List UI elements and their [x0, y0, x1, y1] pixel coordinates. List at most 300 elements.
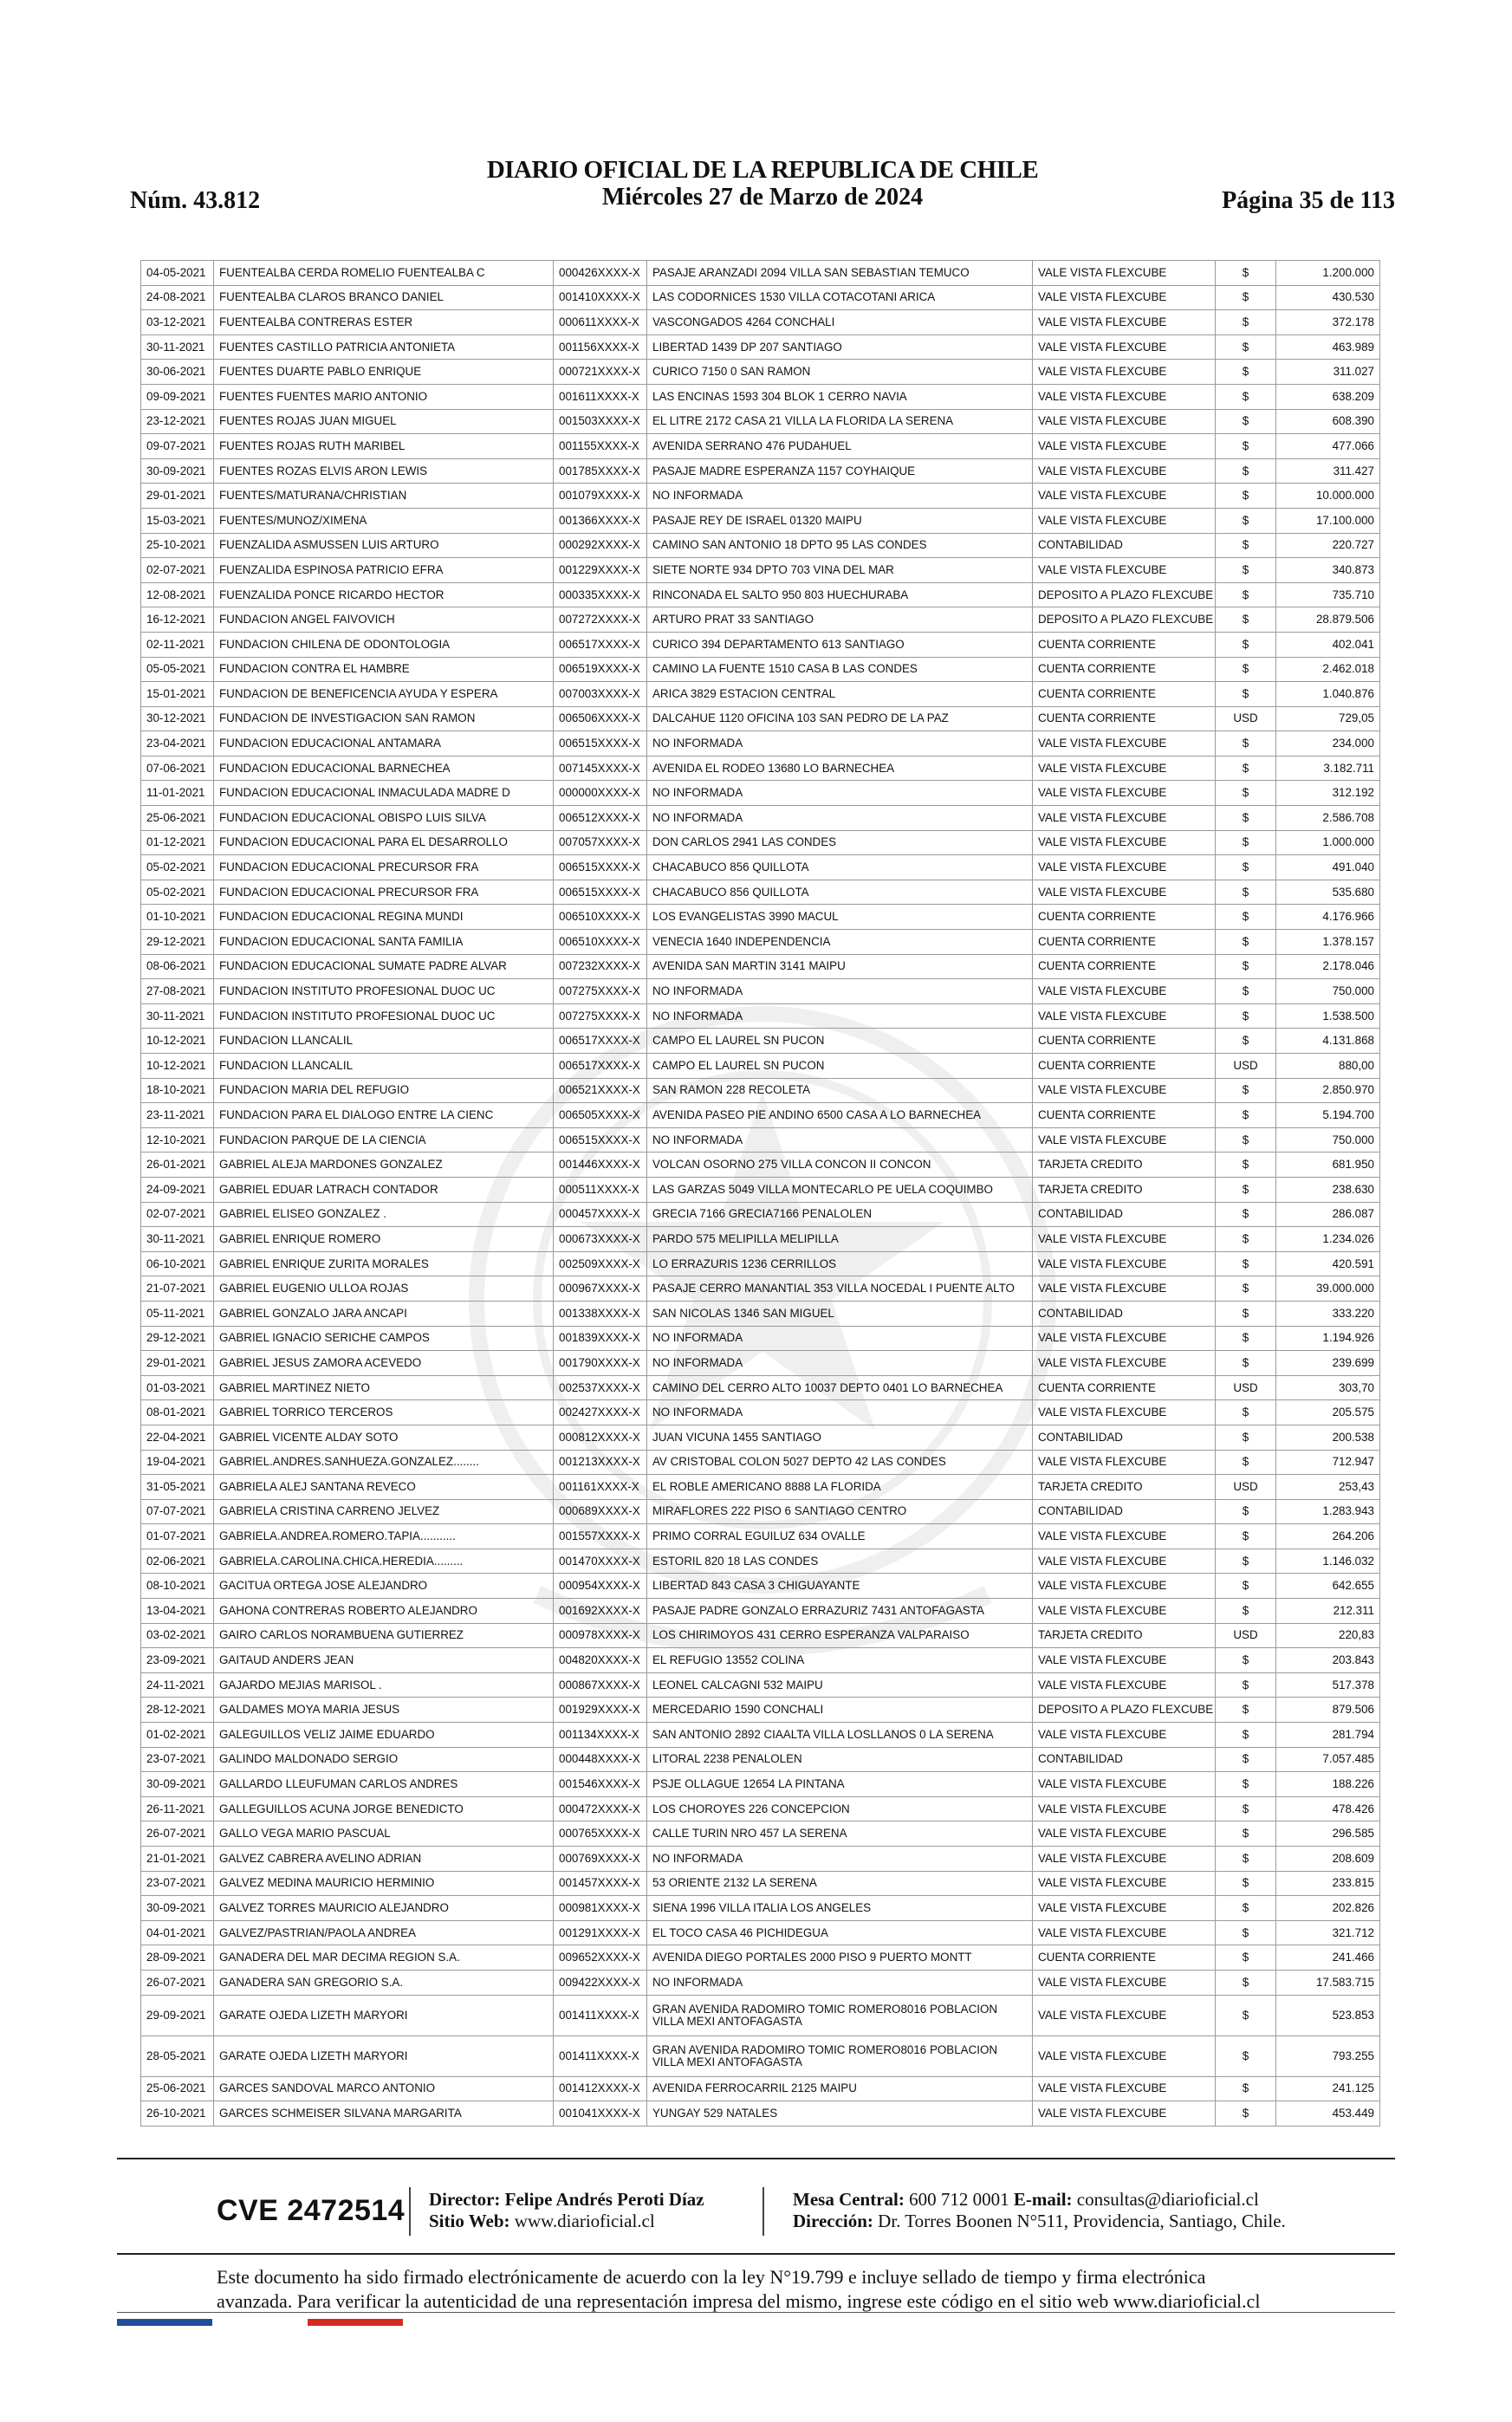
cell-amt: 1.146.032	[1276, 1549, 1380, 1574]
footer-mid-rule	[117, 2253, 1395, 2255]
cell-addr: LAS CODORNICES 1530 VILLA COTACOTANI ARICA	[647, 285, 1033, 310]
cell-amt: 879.506	[1276, 1698, 1380, 1723]
table-row	[141, 409, 1380, 434]
cell-name: FUNDACION LLANCALIL	[214, 1054, 554, 1079]
table-row	[141, 1599, 1380, 1624]
cell-product: VALE VISTA FLEXCUBE	[1033, 2101, 1216, 2127]
cell-name: FUNDACION EDUCACIONAL SANTA FAMILIA	[214, 930, 554, 955]
cell-rut: 000689XXXX-X	[554, 1499, 647, 1524]
table-row	[141, 1351, 1380, 1376]
cell-rut: 000426XXXX-X	[554, 261, 647, 286]
cell-name: GALINDO MALDONADO SERGIO	[214, 1747, 554, 1772]
cell-cur: $	[1216, 1821, 1276, 1847]
cell-name: FUENTES ROJAS JUAN MIGUEL	[214, 409, 554, 434]
cell-rut: 001411XXXX-X	[554, 1995, 647, 2036]
cell-addr: LIBERTAD 843 CASA 3 CHIGUAYANTE	[647, 1574, 1033, 1599]
cell-product: CONTABILIDAD	[1033, 1202, 1216, 1227]
cell-date: 01-10-2021	[141, 905, 214, 930]
cell-rut: 007003XXXX-X	[554, 682, 647, 707]
records-table	[140, 260, 1380, 2127]
cell-amt: 880,00	[1276, 1054, 1380, 1079]
cell-product: DEPOSITO A PLAZO FLEXCUBE	[1033, 1698, 1216, 1723]
cell-addr: NO INFORMADA	[647, 731, 1033, 756]
table-row	[141, 533, 1380, 558]
cell-name: GANADERA DEL MAR DECIMA REGION S.A.	[214, 1945, 554, 1971]
cell-name: FUNDACION INSTITUTO PROFESIONAL DUOC UC	[214, 979, 554, 1004]
cell-name: FUNDACION CHILENA DE ODONTOLOGIA	[214, 632, 554, 657]
cell-cur: $	[1216, 484, 1276, 509]
cell-cur: $	[1216, 657, 1276, 682]
cell-product: VALE VISTA FLEXCUBE	[1033, 2036, 1216, 2076]
cell-amt: 430.530	[1276, 285, 1380, 310]
legal-notice	[217, 2265, 1343, 2314]
cell-rut: 007272XXXX-X	[554, 607, 647, 633]
cell-addr: MIRAFLORES 222 PISO 6 SANTIAGO CENTRO	[647, 1499, 1033, 1524]
cell-date: 18-10-2021	[141, 1078, 214, 1103]
cell-addr: NO INFORMADA	[647, 484, 1033, 509]
table-row	[141, 632, 1380, 657]
cell-cur: $	[1216, 261, 1276, 286]
cell-rut: 001366XXXX-X	[554, 508, 647, 533]
cell-name: FUENTES/MUNOZ/XIMENA	[214, 508, 554, 533]
cell-amt: 1.000.000	[1276, 830, 1380, 855]
cell-addr: SAN RAMON 228 RECOLETA	[647, 1078, 1033, 1103]
cell-amt: 1.194.926	[1276, 1326, 1380, 1351]
cell-rut: 007275XXXX-X	[554, 1003, 647, 1029]
cell-addr: CHACABUCO 856 QUILLOTA	[647, 880, 1033, 905]
cell-addr: DALCAHUE 1120 OFICINA 103 SAN PEDRO DE LA PAZ	[647, 706, 1033, 731]
cell-rut: 001503XXXX-X	[554, 409, 647, 434]
table-row	[141, 954, 1380, 979]
cell-date: 26-11-2021	[141, 1796, 214, 1821]
cell-addr: AVENIDA EL RODEO 13680 LO BARNECHEA	[647, 756, 1033, 781]
table-row	[141, 261, 1380, 286]
cell-rut: 006517XXXX-X	[554, 1029, 647, 1054]
cell-amt: 253,43	[1276, 1475, 1380, 1500]
cell-date: 11-01-2021	[141, 781, 214, 806]
cell-cur: $	[1216, 458, 1276, 484]
cell-amt: 1.200.000	[1276, 261, 1380, 286]
cell-cur: USD	[1216, 1475, 1276, 1500]
cell-rut: 001041XXXX-X	[554, 2101, 647, 2127]
cell-product: VALE VISTA FLEXCUBE	[1033, 285, 1216, 310]
cell-date: 23-12-2021	[141, 409, 214, 434]
table-row	[141, 1078, 1380, 1103]
cell-addr: GRAN AVENIDA RADOMIRO TOMIC ROMERO8016 POBLACION VILLA MEXI ANTOFAGASTA	[647, 2036, 1033, 2076]
table-row	[141, 1574, 1380, 1599]
flag-red-segment	[308, 2319, 403, 2326]
address-label: Dirección:	[793, 2211, 873, 2231]
table-row	[141, 1847, 1380, 1872]
cell-amt: 241.125	[1276, 2076, 1380, 2101]
cell-rut: 006512XXXX-X	[554, 806, 647, 831]
cell-amt: 402.041	[1276, 632, 1380, 657]
table-row	[141, 508, 1380, 533]
table-row	[141, 657, 1380, 682]
cell-cur: $	[1216, 1970, 1276, 1995]
cell-addr: PSJE OLLAGUE 12654 LA PINTANA	[647, 1772, 1033, 1797]
cell-cur: $	[1216, 1698, 1276, 1723]
cell-addr: EL ROBLE AMERICANO 8888 LA FLORIDA	[647, 1475, 1033, 1500]
cell-product: VALE VISTA FLEXCUBE	[1033, 1995, 1216, 2036]
cell-date: 12-08-2021	[141, 582, 214, 607]
table-row	[141, 1723, 1380, 1748]
cell-date: 28-09-2021	[141, 1945, 214, 1971]
cell-name: FUNDACION PARA EL DIALOGO ENTRE LA CIENC	[214, 1103, 554, 1128]
cell-date: 08-01-2021	[141, 1400, 214, 1425]
cell-name: GAIRO CARLOS NORAMBUENA GUTIERREZ	[214, 1623, 554, 1648]
cell-product: VALE VISTA FLEXCUBE	[1033, 979, 1216, 1004]
cell-addr: SAN ANTONIO 2892 CIAALTA VILLA LOSLLANOS 0 LA SERENA	[647, 1723, 1033, 1748]
cell-product: CUENTA CORRIENTE	[1033, 1375, 1216, 1400]
cell-name: GARATE OJEDA LIZETH MARYORI	[214, 1995, 554, 2036]
table-row	[141, 1896, 1380, 1921]
cell-date: 07-07-2021	[141, 1499, 214, 1524]
cell-amt: 311.027	[1276, 360, 1380, 385]
cell-product: CONTABILIDAD	[1033, 1425, 1216, 1450]
cell-cur: $	[1216, 508, 1276, 533]
cell-name: FUENZALIDA PONCE RICARDO HECTOR	[214, 582, 554, 607]
cell-date: 29-12-2021	[141, 930, 214, 955]
cell-product: VALE VISTA FLEXCUBE	[1033, 1896, 1216, 1921]
cell-rut: 001839XXXX-X	[554, 1326, 647, 1351]
cell-date: 10-12-2021	[141, 1029, 214, 1054]
cell-rut: 001692XXXX-X	[554, 1599, 647, 1624]
email-link[interactable]: consultas@diarioficial.cl	[1076, 2189, 1259, 2210]
cell-name: FUNDACION EDUCACIONAL ANTAMARA	[214, 731, 554, 756]
cell-rut: 001929XXXX-X	[554, 1698, 647, 1723]
website-link[interactable]: www.diarioficial.cl	[514, 2211, 655, 2231]
cell-amt: 311.427	[1276, 458, 1380, 484]
cell-addr: CAMINO DEL CERRO ALTO 10037 DEPTO 0401 LO BARNECHEA	[647, 1375, 1033, 1400]
cell-cur: $	[1216, 1648, 1276, 1673]
cell-cur: $	[1216, 1549, 1276, 1574]
table-row	[141, 1153, 1380, 1178]
cell-rut: 001338XXXX-X	[554, 1301, 647, 1326]
cell-cur: USD	[1216, 1054, 1276, 1079]
cell-cur: $	[1216, 1003, 1276, 1029]
cell-cur: $	[1216, 607, 1276, 633]
cell-cur: $	[1216, 2076, 1276, 2101]
table-row	[141, 1400, 1380, 1425]
cell-rut: 001785XXXX-X	[554, 458, 647, 484]
cell-date: 30-11-2021	[141, 1003, 214, 1029]
cell-amt: 793.255	[1276, 2036, 1380, 2076]
footer-divider	[409, 2187, 411, 2236]
cell-product: CUENTA CORRIENTE	[1033, 657, 1216, 682]
cell-rut: 006505XXXX-X	[554, 1103, 647, 1128]
cell-addr: AVENIDA FERROCARRIL 2125 MAIPU	[647, 2076, 1033, 2101]
cell-rut: 002537XXXX-X	[554, 1375, 647, 1400]
cell-product: TARJETA CREDITO	[1033, 1623, 1216, 1648]
cell-date: 10-12-2021	[141, 1054, 214, 1079]
cell-cur: $	[1216, 1400, 1276, 1425]
cell-amt: 286.087	[1276, 1202, 1380, 1227]
cell-rut: 000457XXXX-X	[554, 1202, 647, 1227]
cell-rut: 001213XXXX-X	[554, 1450, 647, 1475]
cell-date: 26-07-2021	[141, 1821, 214, 1847]
table-row	[141, 1747, 1380, 1772]
cell-amt: 491.040	[1276, 855, 1380, 880]
cell-name: GABRIEL TORRICO TERCEROS	[214, 1400, 554, 1425]
cell-cur: $	[1216, 409, 1276, 434]
cell-cur: $	[1216, 1127, 1276, 1153]
cell-cur: $	[1216, 2101, 1276, 2127]
cell-product: VALE VISTA FLEXCUBE	[1033, 261, 1216, 286]
cell-cur: $	[1216, 384, 1276, 409]
cell-rut: 007275XXXX-X	[554, 979, 647, 1004]
cell-rut: 006517XXXX-X	[554, 1054, 647, 1079]
cell-product: VALE VISTA FLEXCUBE	[1033, 1003, 1216, 1029]
cell-name: GABRIEL GONZALO JARA ANCAPI	[214, 1301, 554, 1326]
cell-date: 02-06-2021	[141, 1549, 214, 1574]
cell-name: GABRIEL ENRIQUE ROMERO	[214, 1227, 554, 1252]
cell-amt: 750.000	[1276, 979, 1380, 1004]
table-row	[141, 1251, 1380, 1276]
cell-date: 07-06-2021	[141, 756, 214, 781]
cell-rut: 000448XXXX-X	[554, 1747, 647, 1772]
cell-cur: $	[1216, 1276, 1276, 1302]
cell-addr: VENECIA 1640 INDEPENDENCIA	[647, 930, 1033, 955]
cell-rut: 001457XXXX-X	[554, 1871, 647, 1896]
cell-date: 23-07-2021	[141, 1747, 214, 1772]
cell-amt: 4.131.868	[1276, 1029, 1380, 1054]
table-row	[141, 830, 1380, 855]
cell-product: VALE VISTA FLEXCUBE	[1033, 1251, 1216, 1276]
legal-line: avanzada. Para verificar la autenticidad de una representación impresa del mismo, ingrese este código en el sitio web www.diarioficial.cl	[217, 2290, 1261, 2312]
cell-product: VALE VISTA FLEXCUBE	[1033, 1400, 1216, 1425]
cell-name: GABRIELA ALEJ SANTANA REVECO	[214, 1475, 554, 1500]
cell-amt: 638.209	[1276, 384, 1380, 409]
cell-addr: NO INFORMADA	[647, 1003, 1033, 1029]
cell-date: 25-06-2021	[141, 2076, 214, 2101]
cell-name: GABRIEL MARTINEZ NIETO	[214, 1375, 554, 1400]
cell-name: GARCES SANDOVAL MARCO ANTONIO	[214, 2076, 554, 2101]
publication-title: DIARIO OFICIAL DE LA REPUBLICA DE CHILE	[486, 156, 1039, 184]
cell-name: FUNDACION EDUCACIONAL OBISPO LUIS SILVA	[214, 806, 554, 831]
cell-cur: $	[1216, 1920, 1276, 1945]
cell-rut: 001155XXXX-X	[554, 434, 647, 459]
cell-name: FUENTES DUARTE PABLO ENRIQUE	[214, 360, 554, 385]
cell-cur: $	[1216, 930, 1276, 955]
cell-rut: 000611XXXX-X	[554, 310, 647, 335]
table-row	[141, 1202, 1380, 1227]
cell-addr: PRIMO CORRAL EGUILUZ 634 OVALLE	[647, 1524, 1033, 1549]
cell-product: CUENTA CORRIENTE	[1033, 682, 1216, 707]
cell-product: VALE VISTA FLEXCUBE	[1033, 1599, 1216, 1624]
cell-product: CUENTA CORRIENTE	[1033, 954, 1216, 979]
cell-product: CUENTA CORRIENTE	[1033, 632, 1216, 657]
cell-amt: 10.000.000	[1276, 484, 1380, 509]
cell-rut: 000954XXXX-X	[554, 1574, 647, 1599]
cell-product: VALE VISTA FLEXCUBE	[1033, 484, 1216, 509]
cell-name: FUENTES ROZAS ELVIS ARON LEWIS	[214, 458, 554, 484]
table-row	[141, 1003, 1380, 1029]
cell-addr: NO INFORMADA	[647, 1400, 1033, 1425]
cell-name: GALVEZ CABRERA AVELINO ADRIAN	[214, 1847, 554, 1872]
table-row	[141, 458, 1380, 484]
cell-name: GABRIEL ENRIQUE ZURITA MORALES	[214, 1251, 554, 1276]
cell-product: VALE VISTA FLEXCUBE	[1033, 1524, 1216, 1549]
cell-amt: 241.466	[1276, 1945, 1380, 1971]
cell-name: GALEGUILLOS VELIZ JAIME EDUARDO	[214, 1723, 554, 1748]
cell-product: VALE VISTA FLEXCUBE	[1033, 458, 1216, 484]
cell-amt: 535.680	[1276, 880, 1380, 905]
cell-name: GAHONA CONTRERAS ROBERTO ALEJANDRO	[214, 1599, 554, 1624]
cell-product: VALE VISTA FLEXCUBE	[1033, 1450, 1216, 1475]
cell-cur: $	[1216, 1847, 1276, 1872]
cell-product: VALE VISTA FLEXCUBE	[1033, 1847, 1216, 1872]
cell-product: VALE VISTA FLEXCUBE	[1033, 1351, 1216, 1376]
table-row	[141, 1276, 1380, 1302]
cell-name: GARATE OJEDA LIZETH MARYORI	[214, 2036, 554, 2076]
table-row	[141, 1871, 1380, 1896]
cell-amt: 735.710	[1276, 582, 1380, 607]
cell-rut: 004820XXXX-X	[554, 1648, 647, 1673]
table-row	[141, 607, 1380, 633]
cell-amt: 2.850.970	[1276, 1078, 1380, 1103]
cell-product: VALE VISTA FLEXCUBE	[1033, 1672, 1216, 1698]
cell-rut: 000978XXXX-X	[554, 1623, 647, 1648]
cell-addr: CAMPO EL LAUREL SN PUCON	[647, 1029, 1033, 1054]
cell-date: 05-05-2021	[141, 657, 214, 682]
cell-amt: 208.609	[1276, 1847, 1380, 1872]
cell-addr: ESTORIL 820 18 LAS CONDES	[647, 1549, 1033, 1574]
table-row	[141, 1796, 1380, 1821]
cell-date: 03-02-2021	[141, 1623, 214, 1648]
cell-name: FUENTEALBA CERDA ROMELIO FUENTEALBA C	[214, 261, 554, 286]
cell-product: VALE VISTA FLEXCUBE	[1033, 1127, 1216, 1153]
cell-product: VALE VISTA FLEXCUBE	[1033, 1796, 1216, 1821]
cell-rut: 001079XXXX-X	[554, 484, 647, 509]
table-row	[141, 1672, 1380, 1698]
cell-rut: 006515XXXX-X	[554, 880, 647, 905]
page-header	[130, 156, 1395, 218]
cell-amt: 17.583.715	[1276, 1970, 1380, 1995]
cell-amt: 321.712	[1276, 1920, 1380, 1945]
cell-product: VALE VISTA FLEXCUBE	[1033, 806, 1216, 831]
cell-date: 23-09-2021	[141, 1648, 214, 1673]
cell-name: GABRIEL ELISEO GONZALEZ .	[214, 1202, 554, 1227]
cell-addr: JUAN VICUNA 1455 SANTIAGO	[647, 1425, 1033, 1450]
cell-date: 13-04-2021	[141, 1599, 214, 1624]
cell-product: CUENTA CORRIENTE	[1033, 1029, 1216, 1054]
cell-amt: 203.843	[1276, 1648, 1380, 1673]
cell-rut: 006521XXXX-X	[554, 1078, 647, 1103]
cell-rut: 000721XXXX-X	[554, 360, 647, 385]
issue-number: Núm. 43.812	[130, 187, 261, 214]
cell-product: VALE VISTA FLEXCUBE	[1033, 334, 1216, 360]
cell-cur: $	[1216, 1772, 1276, 1797]
flag-white-segment	[212, 2319, 308, 2326]
cell-date: 26-10-2021	[141, 2101, 214, 2127]
cell-product: CUENTA CORRIENTE	[1033, 930, 1216, 955]
cell-date: 24-08-2021	[141, 285, 214, 310]
cell-product: DEPOSITO A PLAZO FLEXCUBE	[1033, 582, 1216, 607]
cell-cur: $	[1216, 1896, 1276, 1921]
cell-product: DEPOSITO A PLAZO FLEXCUBE	[1033, 607, 1216, 633]
cell-addr: NO INFORMADA	[647, 1970, 1033, 1995]
cell-addr: PASAJE REY DE ISRAEL 01320 MAIPU	[647, 508, 1033, 533]
cell-cur: $	[1216, 756, 1276, 781]
cell-name: FUENTES FUENTES MARIO ANTONIO	[214, 384, 554, 409]
cell-date: 24-11-2021	[141, 1672, 214, 1698]
table-row	[141, 731, 1380, 756]
cell-addr: DON CARLOS 2941 LAS CONDES	[647, 830, 1033, 855]
cell-date: 15-01-2021	[141, 682, 214, 707]
cell-name: GALDAMES MOYA MARIA JESUS	[214, 1698, 554, 1723]
cell-date: 02-07-2021	[141, 1202, 214, 1227]
table-row	[141, 1623, 1380, 1648]
cell-rut: 001134XXXX-X	[554, 1723, 647, 1748]
cell-amt: 312.192	[1276, 781, 1380, 806]
cell-date: 21-01-2021	[141, 1847, 214, 1872]
table-row	[141, 1227, 1380, 1252]
cell-addr: LO ERRAZURIS 1236 CERRILLOS	[647, 1251, 1033, 1276]
cell-name: GAITAUD ANDERS JEAN	[214, 1648, 554, 1673]
cell-addr: CURICO 7150 0 SAN RAMON	[647, 360, 1033, 385]
cell-addr: PASAJE MADRE ESPERANZA 1157 COYHAIQUE	[647, 458, 1033, 484]
cell-addr: AVENIDA PASEO PIE ANDINO 6500 CASA A LO BARNECHEA	[647, 1103, 1033, 1128]
cell-name: FUNDACION EDUCACIONAL BARNECHEA	[214, 756, 554, 781]
table-row	[141, 1326, 1380, 1351]
cell-product: CUENTA CORRIENTE	[1033, 1103, 1216, 1128]
legal-line: Este documento ha sido firmado electrónicamente de acuerdo con la ley N°19.799 e incluye sellado de tiempo y firma electrónica	[217, 2266, 1206, 2288]
mesa-label: Mesa Central:	[793, 2189, 905, 2210]
table-row	[141, 930, 1380, 955]
cell-addr: EL REFUGIO 13552 COLINA	[647, 1648, 1033, 1673]
cell-cur: $	[1216, 1945, 1276, 1971]
cell-addr: CURICO 394 DEPARTAMENTO 613 SANTIAGO	[647, 632, 1033, 657]
cell-product: VALE VISTA FLEXCUBE	[1033, 384, 1216, 409]
cell-rut: 001410XXXX-X	[554, 285, 647, 310]
cell-date: 12-10-2021	[141, 1127, 214, 1153]
cell-name: GABRIEL EDUAR LATRACH CONTADOR	[214, 1177, 554, 1202]
table-row	[141, 1425, 1380, 1450]
cell-cur: $	[1216, 310, 1276, 335]
cell-date: 30-09-2021	[141, 1772, 214, 1797]
cell-rut: 006519XXXX-X	[554, 657, 647, 682]
cell-rut: 001156XXXX-X	[554, 334, 647, 360]
footer-contact-block	[793, 2189, 1286, 2232]
cell-amt: 239.699	[1276, 1351, 1380, 1376]
cell-product: VALE VISTA FLEXCUBE	[1033, 756, 1216, 781]
table-row	[141, 1177, 1380, 1202]
cell-cur: $	[1216, 285, 1276, 310]
cell-amt: 4.176.966	[1276, 905, 1380, 930]
cell-cur: $	[1216, 1227, 1276, 1252]
cell-name: FUNDACION ANGEL FAIVOVICH	[214, 607, 554, 633]
cell-rut: 000967XXXX-X	[554, 1276, 647, 1302]
cell-addr: GRECIA 7166 GRECIA7166 PENALOLEN	[647, 1202, 1033, 1227]
cell-addr: PASAJE PADRE GONZALO ERRAZURIZ 7431 ANTOFAGASTA	[647, 1599, 1033, 1624]
cell-addr: ARICA 3829 ESTACION CENTRAL	[647, 682, 1033, 707]
cell-addr: AVENIDA SAN MARTIN 3141 MAIPU	[647, 954, 1033, 979]
table-row	[141, 1301, 1380, 1326]
cell-cur: $	[1216, 806, 1276, 831]
cell-cur: $	[1216, 1995, 1276, 2036]
cell-addr: AV CRISTOBAL COLON 5027 DEPTO 42 LAS CONDES	[647, 1450, 1033, 1475]
table-row	[141, 484, 1380, 509]
cell-cur: $	[1216, 558, 1276, 583]
cell-date: 09-09-2021	[141, 384, 214, 409]
cell-product: CONTABILIDAD	[1033, 533, 1216, 558]
cell-product: VALE VISTA FLEXCUBE	[1033, 1821, 1216, 1847]
cell-cur: $	[1216, 781, 1276, 806]
cell-date: 15-03-2021	[141, 508, 214, 533]
cell-cur: $	[1216, 582, 1276, 607]
cell-rut: 007145XXXX-X	[554, 756, 647, 781]
